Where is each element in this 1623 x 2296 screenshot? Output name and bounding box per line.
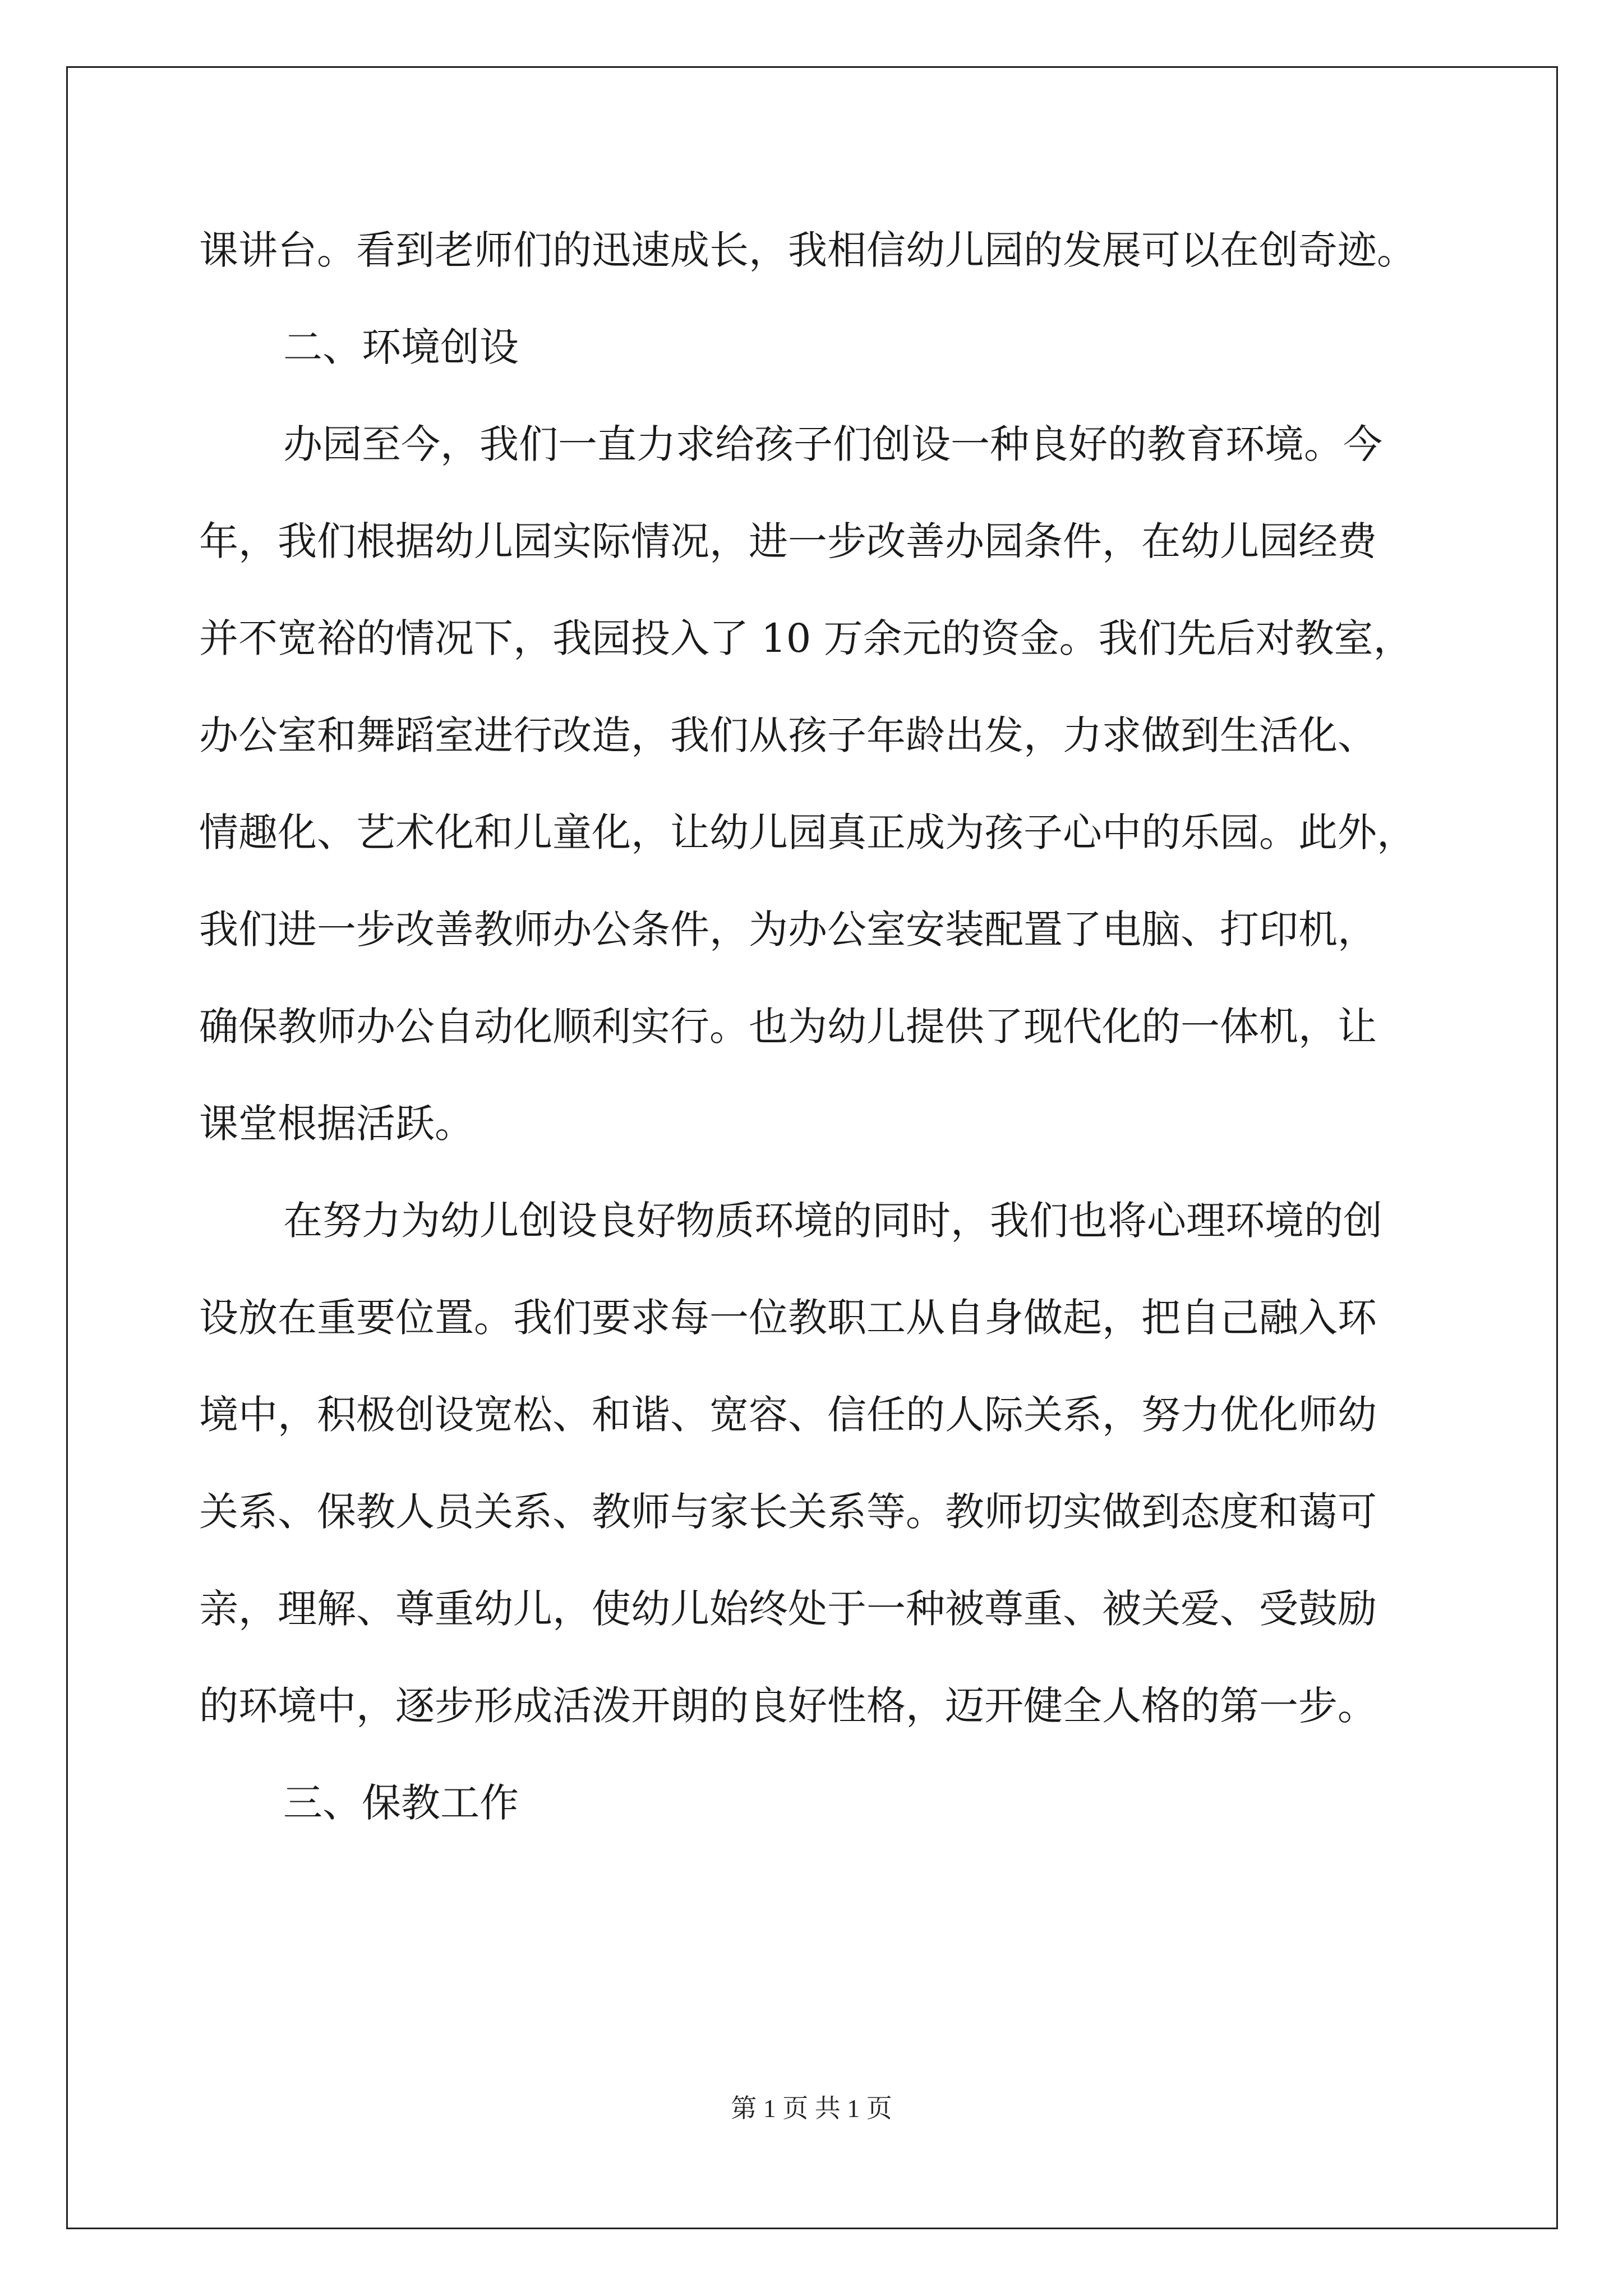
text-line: 情趣化、艺术化和儿童化，让幼儿园真正成为孩子心中的乐园。此外， <box>199 809 1416 855</box>
text-line: 办园至今，我们一直力求给孩子们创设一种良好的教育环境。今 <box>283 421 1382 467</box>
text-line: 确保教师办公自动化顺利实行。也为幼儿提供了现代化的一体机，让 <box>199 1004 1377 1050</box>
text-line: 的环境中，逐步形成活泼开朗的良好性格，迈开健全人格的第一步。 <box>199 1683 1377 1729</box>
text-line: 办公室和舞蹈室进行改造，我们从孩子年龄出发，力求做到生活化、 <box>199 712 1377 758</box>
text-line: 课讲台。看到老师们的迅速成长，我相信幼儿园的发展可以在创奇迹。 <box>199 227 1416 273</box>
text-line: 并不宽裕的情况下，我园投入了 10 万余元的资金。我们先后对教室， <box>199 615 1413 661</box>
text-line: 关系、保教人员关系、教师与家长关系等。教师切实做到态度和蔼可 <box>199 1489 1377 1535</box>
text-line: 课堂根据活跃。 <box>199 1101 474 1147</box>
text-line: 三、保教工作 <box>283 1780 519 1826</box>
page-footer: 第 1 页 共 1 页 <box>731 2094 892 2123</box>
text-line: 亲，理解、尊重幼儿，使幼儿始终处于一种被尊重、被关爱、受鼓励 <box>199 1586 1377 1632</box>
text-line: 年，我们根据幼儿园实际情况，进一步改善办园条件，在幼儿园经费 <box>199 518 1377 564</box>
text-line: 二、环境创设 <box>283 324 519 370</box>
text-line: 设放在重要位置。我们要求每一位教职工从自身做起，把自己融入环 <box>199 1295 1377 1341</box>
text-line: 在努力为幼儿创设良好物质环境的同时，我们也将心理环境的创 <box>283 1198 1382 1244</box>
text-line: 境中，积极创设宽松、和谐、宽容、信任的人际关系，努力优化师幼 <box>199 1392 1377 1438</box>
text-line: 我们进一步改善教师办公条件，为办公室安装配置了电脑、打印机， <box>199 907 1377 953</box>
document-body <box>199 202 1433 1852</box>
